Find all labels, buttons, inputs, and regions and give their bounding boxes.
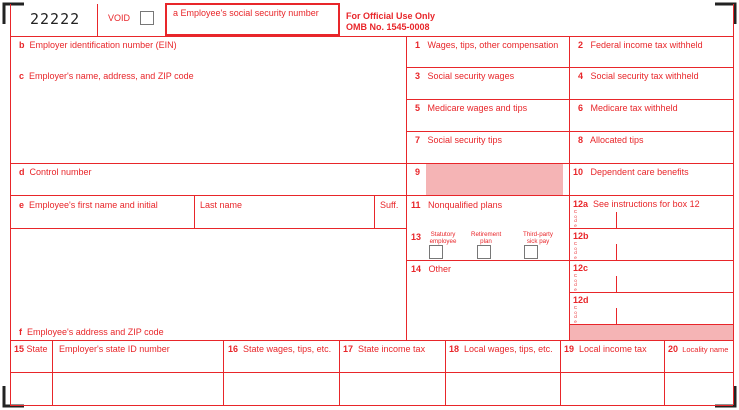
statutory-employee-checkbox[interactable] — [429, 245, 443, 259]
omb-number: OMB No. 1545-0008 — [346, 22, 430, 32]
box-18-label[interactable]: 18 Local wages, tips, etc. — [449, 344, 553, 354]
box-17-label[interactable]: 17 State income tax — [343, 344, 426, 354]
box-d-label[interactable]: d Control number — [19, 167, 92, 177]
box-14-label[interactable]: 14 Other — [411, 264, 452, 274]
box-12a-label[interactable]: 12a See instructions for box 12 — [573, 199, 700, 209]
box-12a-code-letters: C o d e — [573, 209, 578, 228]
box-15-label[interactable]: 15 State — [14, 344, 48, 354]
box-5-label[interactable]: 5 Medicare wages and tips — [415, 103, 528, 113]
retirement-plan-checkbox[interactable] — [477, 245, 491, 259]
suffix-label[interactable]: Suff. — [380, 200, 399, 210]
void-label: VOID — [108, 13, 131, 23]
box-12b-code-letters: C o d e — [573, 241, 578, 260]
void-checkbox[interactable] — [140, 11, 154, 25]
box-3-label[interactable]: 3 Social security wages — [415, 71, 515, 81]
box-16-label[interactable]: 16 State wages, tips, etc. — [228, 344, 332, 354]
box-b-label[interactable]: b Employer identification number (EIN) — [19, 40, 177, 50]
box-4-label[interactable]: 4 Social security tax withheld — [578, 71, 699, 81]
retirement-plan-label: Retirement plan — [471, 231, 502, 245]
box-6-label[interactable]: 6 Medicare tax withheld — [578, 103, 678, 113]
box-2-label[interactable]: 2 Federal income tax withheld — [578, 40, 703, 50]
box-20-label[interactable]: 20 Locality name — [668, 344, 729, 354]
box-12c-label[interactable]: 12c — [573, 263, 589, 273]
box-13-number: 13 — [411, 232, 422, 242]
official-use-label: For Official Use Only — [346, 11, 436, 21]
box-7-label[interactable]: 7 Social security tips — [415, 135, 503, 145]
box-15-employer-state-id-label[interactable]: Employer's state ID number — [59, 344, 170, 354]
box-f-label[interactable]: f Employee's address and ZIP code — [19, 327, 164, 337]
box-e-label[interactable]: e Employee's first name and initial — [19, 200, 158, 210]
box-12b-label[interactable]: 12b — [573, 231, 589, 241]
ssn-label: a Employee's social security number — [173, 8, 319, 18]
statutory-employee-label: Statutory employee — [429, 231, 457, 245]
corner-mark-top-left — [2, 2, 26, 26]
box-8-label[interactable]: 8 Allocated tips — [578, 135, 644, 145]
box-12c-code-letters: C o d e — [573, 273, 578, 292]
box-12-shade — [569, 324, 733, 340]
box-9-label[interactable]: 9 — [415, 167, 421, 177]
box-12d-code-letters: C o d e — [573, 305, 578, 324]
box-12d-label[interactable]: 12d — [573, 295, 589, 305]
last-name-label[interactable]: Last name — [200, 200, 243, 210]
box-1-label[interactable]: 1 Wages, tips, other compensation — [415, 40, 559, 50]
box-10-label[interactable]: 10 Dependent care benefits — [573, 167, 689, 177]
third-party-sick-pay-label: Third-party sick pay — [523, 231, 553, 245]
third-party-sick-pay-checkbox[interactable] — [524, 245, 538, 259]
box-11-label[interactable]: 11 Nonqualified plans — [411, 200, 503, 210]
form-code: 22222 — [30, 10, 81, 28]
box-c-label[interactable]: c Employer's name, address, and ZIP code — [19, 71, 194, 81]
box-19-label[interactable]: 19 Local income tax — [564, 344, 647, 354]
box-9-shade — [426, 163, 563, 195]
